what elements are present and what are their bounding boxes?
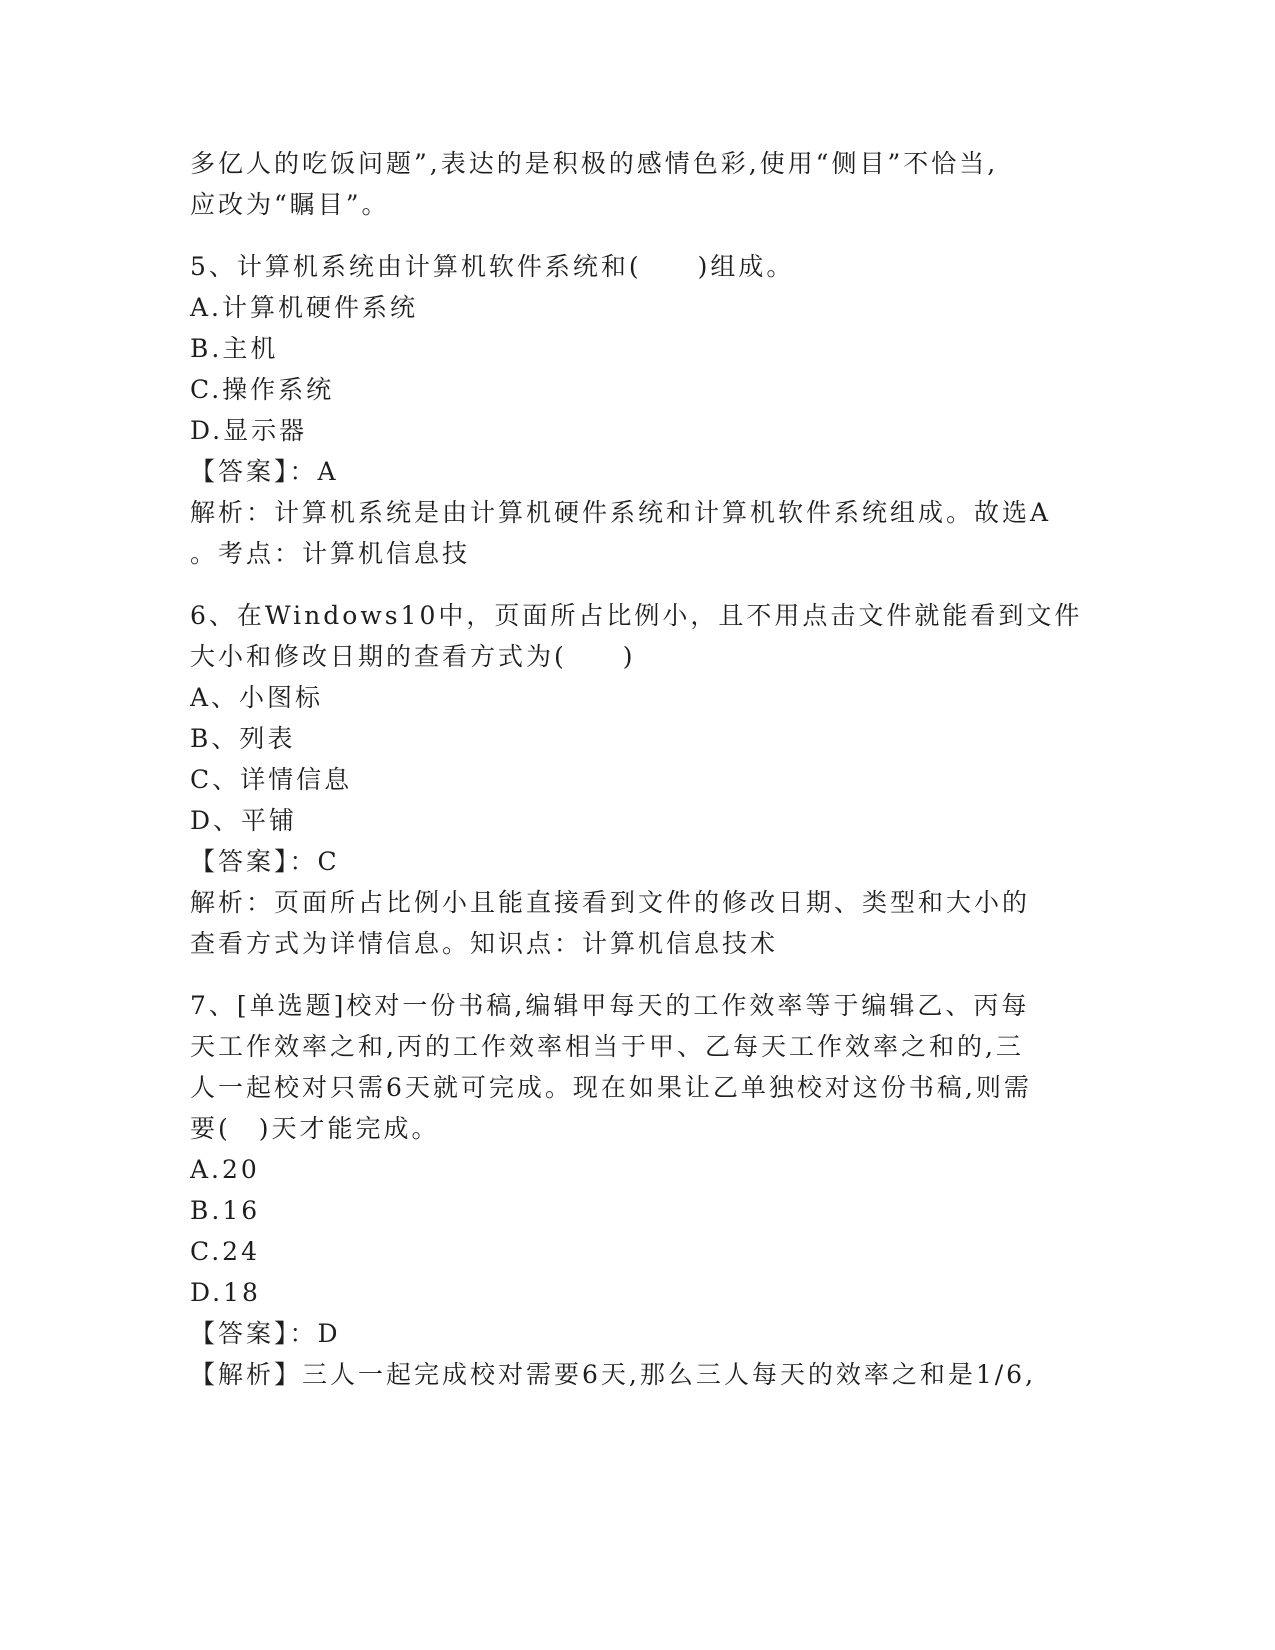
q7-option-d: D.18	[190, 1278, 261, 1307]
q5-option-c: C.操作系统	[190, 375, 335, 404]
q7-question-line-2: 天工作效率之和,丙的工作效率相当于甲、乙每天工作效率之和的,三	[190, 1032, 1024, 1061]
q4-explanation-line-2: 应改为“瞩目”。	[190, 190, 390, 219]
q5-option-b: B.主机	[190, 334, 279, 363]
q7-question-line-4: 要( )天才能完成。	[190, 1114, 440, 1143]
q6-option-c: C、详情信息	[190, 765, 353, 794]
q7-option-a: A.20	[190, 1155, 260, 1184]
q6-question-line-2: 大小和修改日期的查看方式为( )	[190, 642, 636, 671]
q6-question-line-1: 6、在Windows10中，页面所占比例小，且不用点击文件就能看到文件	[190, 601, 1083, 630]
q7-option-c: C.24	[190, 1237, 260, 1266]
q6-option-d: D、平铺	[190, 806, 298, 835]
q5-answer: 【答案】：A	[190, 457, 339, 486]
q7-question-line-3: 人一起校对只需6天就可完成。现在如果让乙单独校对这份书稿,则需	[190, 1073, 1032, 1102]
q6-option-b: B、列表	[190, 724, 296, 753]
q7-question-line-1: 7、[单选题]校对一份书稿,编辑甲每天的工作效率等于编辑乙、丙每	[190, 991, 1030, 1020]
q6-explanation-line-1: 解析：页面所占比例小且能直接看到文件的修改日期、类型和大小的	[190, 888, 1031, 917]
q5-explanation-line-2: 。考点：计算机信息技	[190, 539, 471, 568]
q5-option-d: D.显示器	[190, 416, 308, 445]
q5-option-a: A.计算机硬件系统	[190, 293, 419, 322]
q6-explanation-line-2: 查看方式为详情信息。知识点：计算机信息技术	[190, 929, 779, 958]
q4-explanation-line-1: 多亿人的吃饭问题”,表达的是积极的感情色彩,使用“侧目”不恰当,	[190, 149, 999, 178]
q5-explanation-line-1: 解析：计算机系统是由计算机硬件系统和计算机软件系统组成。故选A	[190, 498, 1052, 527]
q7-explanation-line-1: 【解析】三人一起完成校对需要6天,那么三人每天的效率之和是1/6,	[190, 1360, 1037, 1389]
q7-option-b: B.16	[190, 1196, 261, 1225]
q7-answer: 【答案】：D	[190, 1319, 341, 1348]
q5-question: 5、计算机系统由计算机软件系统和( )组成。	[190, 252, 795, 281]
q6-answer: 【答案】：C	[190, 847, 340, 876]
q6-option-a: A、小图标	[190, 683, 324, 712]
